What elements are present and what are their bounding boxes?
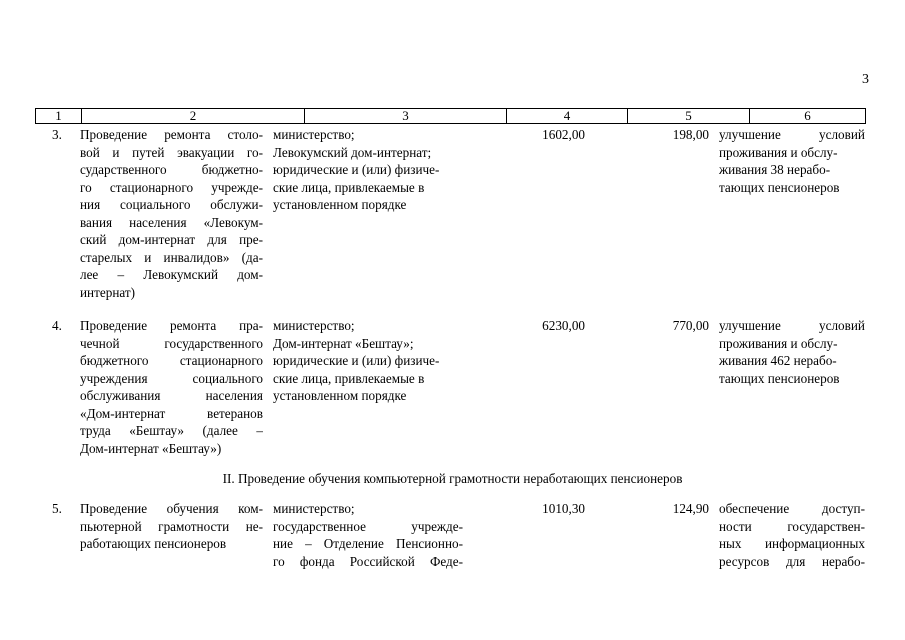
text-line: министерство; xyxy=(273,501,355,516)
text-line: Проведение ремонта столо- xyxy=(80,127,263,142)
text-line: установленном порядке xyxy=(273,388,407,403)
text-line: государственное учрежде- xyxy=(273,518,463,534)
text-line: труда «Бештау» (далее – xyxy=(80,423,263,438)
text-line: установленном порядке xyxy=(273,197,407,212)
text-line: чечной государственного xyxy=(80,335,263,351)
text-line: проживания и обслу- xyxy=(719,335,838,351)
text-line: обеспечение доступ- xyxy=(719,501,865,516)
row-number: 5. xyxy=(52,501,62,516)
amount-col5: 124,90 xyxy=(672,501,709,516)
section-title: II. Проведение обучения компьютерной грамотности неработающих пенсионеров xyxy=(222,471,683,486)
text-line: тающих пенсионеров xyxy=(719,370,840,386)
text-line: старелых и инвалидов» (да- xyxy=(80,249,263,265)
text-line: министерство; xyxy=(273,127,355,142)
table-header-row xyxy=(35,108,866,124)
text-line: го стационарного учрежде- xyxy=(80,179,263,195)
text-line: учреждения социального xyxy=(80,370,263,386)
text-line: ных информационных xyxy=(719,536,865,551)
text-line: ния социального обслужи- xyxy=(80,197,263,212)
amount-col5: 198,00 xyxy=(672,127,709,142)
page-number: 3 xyxy=(862,72,869,87)
text-line: Проведение обучения ком- xyxy=(80,501,263,516)
amount-col5: 770,00 xyxy=(672,318,709,333)
header-col-4: 4 xyxy=(507,109,628,123)
text-line: обслуживания населения xyxy=(80,388,263,403)
text-line: лее – Левокумский дом- xyxy=(80,267,263,282)
text-line: сударственного бюджетно- xyxy=(80,162,263,177)
text-line: Дом-интернат «Бештау») xyxy=(80,440,222,456)
text-line: го фонда Российской Феде- xyxy=(273,553,463,569)
executors xyxy=(273,126,463,214)
text-line: ские лица, привлекаемые в xyxy=(273,179,425,195)
text-line: Проведение ремонта пра- xyxy=(80,318,263,333)
header-col-3: 3 xyxy=(305,109,507,123)
text-line: Левокумский дом-интернат; xyxy=(273,144,432,160)
text-line: пьютерной грамотности не- xyxy=(80,518,263,534)
expected-result xyxy=(719,317,865,387)
text-line: Дом-интернат «Бештау»; xyxy=(273,335,414,351)
text-line: улучшение условий xyxy=(719,318,865,333)
executors xyxy=(273,317,463,405)
header-col-6: 6 xyxy=(804,108,811,123)
expected-result xyxy=(719,500,865,570)
text-line: ности государствен- xyxy=(719,518,865,534)
amount-col4: 1010,30 xyxy=(542,501,585,516)
row-number: 3. xyxy=(52,127,62,142)
text-line: вания населения «Левокум- xyxy=(80,214,263,230)
text-line: работающих пенсионеров xyxy=(80,536,227,551)
amount-col4: 6230,00 xyxy=(542,318,585,333)
text-line: живания 38 нерабо- xyxy=(719,162,831,177)
header-col-2: 2 xyxy=(82,109,305,123)
text-line: тающих пенсионеров xyxy=(719,179,840,195)
text-line: министерство; xyxy=(273,318,355,333)
measure-name xyxy=(80,500,263,553)
text-line: улучшение условий xyxy=(719,127,865,142)
text-line: юридические и (или) физиче- xyxy=(273,162,440,177)
executors xyxy=(273,500,463,570)
text-line: бюджетного стационарного xyxy=(80,353,263,368)
amount-col4: 1602,00 xyxy=(542,127,585,142)
text-line: живания 462 нерабо- xyxy=(719,353,837,368)
measure-name xyxy=(80,126,263,301)
row-number: 4. xyxy=(52,318,62,333)
text-line: проживания и обслу- xyxy=(719,144,838,160)
text-line: интернат) xyxy=(80,284,136,300)
text-line: ский дом-интернат для пре- xyxy=(80,232,263,247)
header-col-1: 1 xyxy=(36,109,82,123)
text-line: юридические и (или) физиче- xyxy=(273,353,440,368)
text-line: ние – Отделение Пенсионно- xyxy=(273,536,463,551)
header-col-5: 5 xyxy=(628,109,750,123)
text-line: ские лица, привлекаемые в xyxy=(273,370,425,386)
text-line: вой и путей эвакуации го- xyxy=(80,144,263,160)
expected-result xyxy=(719,126,865,196)
text-line: ресурсов для нерабо- xyxy=(719,553,865,569)
measure-name xyxy=(80,317,263,457)
text-line: «Дом-интернат ветеранов xyxy=(80,405,263,421)
